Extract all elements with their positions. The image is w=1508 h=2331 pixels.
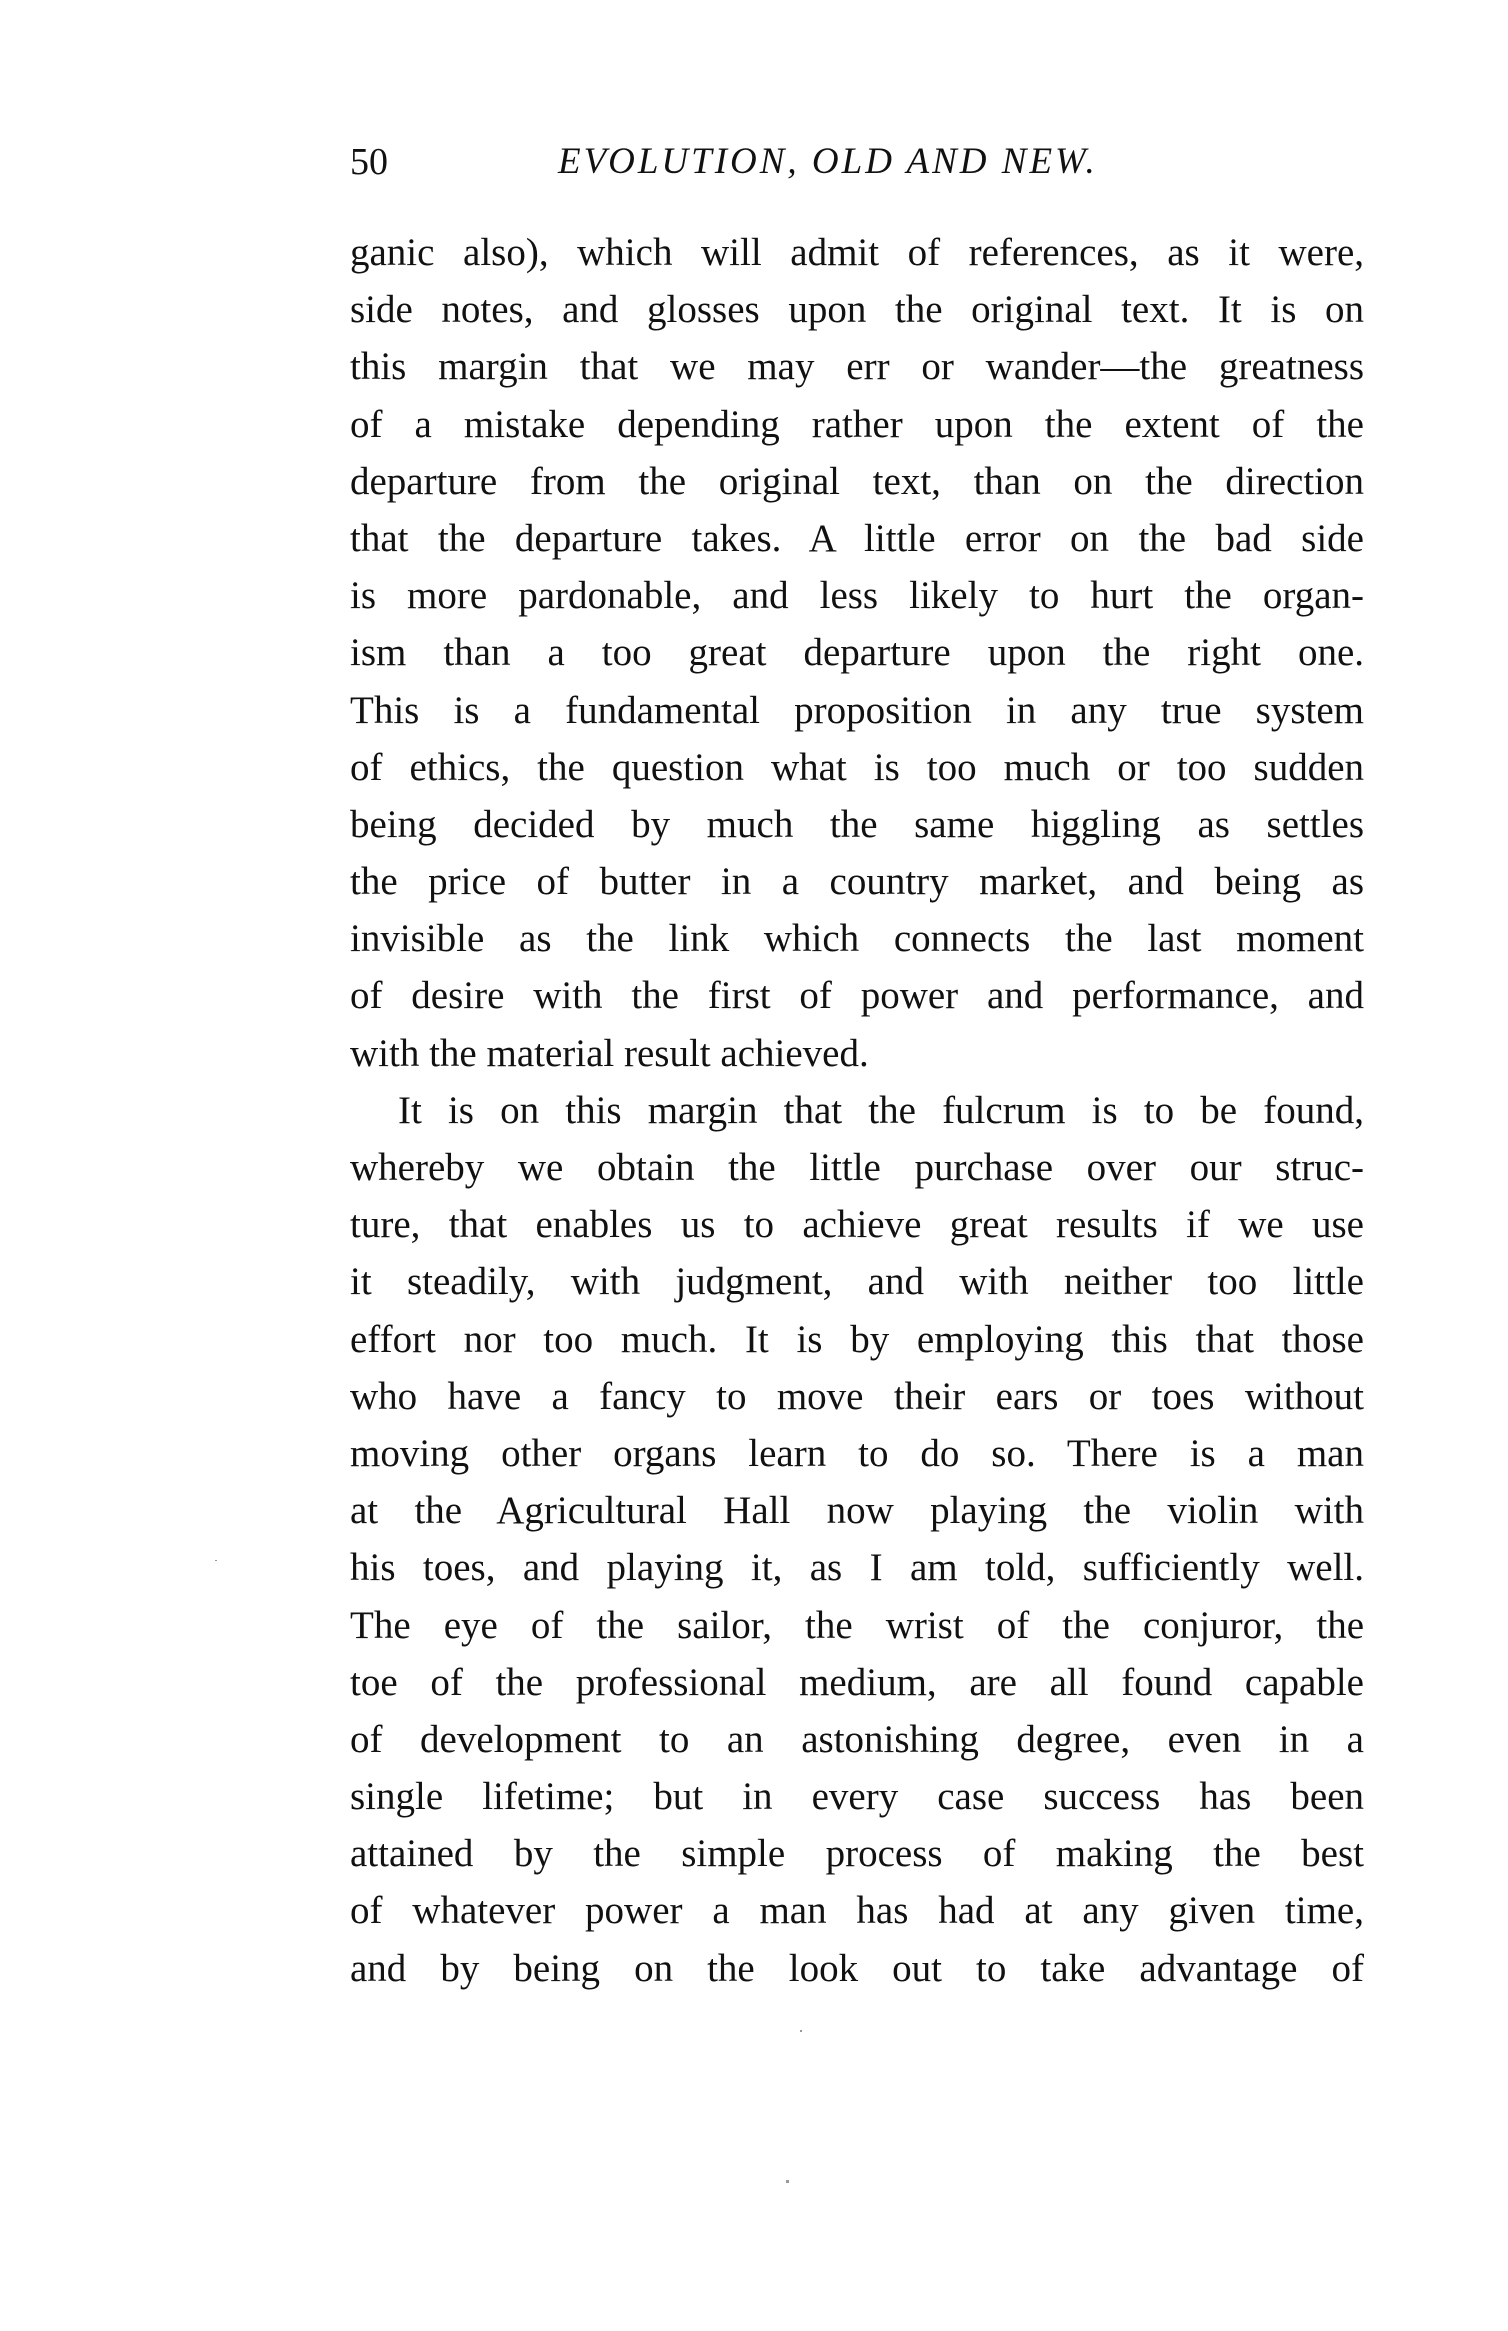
text-line: who have a fancy to move their ears or toes without (350, 1374, 1364, 1418)
text-line: this margin that we may err or wander—the greatness (350, 345, 1364, 389)
text-line: effort nor too much. It is by employing this that those (350, 1317, 1364, 1361)
text-line: of ethics, the question what is too much or too sudden (350, 745, 1364, 789)
body-text (350, 224, 1364, 1997)
text-line: It is on this margin that the fulcrum is to be found, (398, 1088, 1364, 1132)
text-line: departure from the original text, than on the direction (350, 459, 1364, 503)
text-line: of development to an astonishing degree, even in a (350, 1717, 1364, 1761)
running-header (350, 140, 1364, 190)
text-line: invisible as the link which connects the last moment (350, 917, 1364, 961)
text-line: single lifetime; but in every case success has been (350, 1775, 1364, 1819)
paragraph-1 (350, 224, 1364, 1082)
text-line: of a mistake depending rather upon the extent of the (350, 402, 1364, 446)
scan-speck (786, 2180, 789, 2183)
text-line: it steadily, with judgment, and with neither too little (350, 1260, 1364, 1304)
text-line: attained by the simple process of making the best (350, 1832, 1364, 1876)
text-line: whereby we obtain the little purchase over our struc- (350, 1146, 1364, 1189)
text-line: at the Agricultural Hall now playing the violin with (350, 1489, 1364, 1533)
paragraph-2 (350, 1082, 1364, 1997)
text-line: ture, that enables us to achieve great results if we use (350, 1203, 1364, 1247)
text-line: moving other organs learn to do so. There is a man (350, 1431, 1364, 1475)
text-line: This is a fundamental proposition in any true system (350, 688, 1364, 732)
text-line: ism than a too great departure upon the right one. (350, 631, 1364, 675)
text-line: toe of the professional medium, are all found capable (350, 1660, 1364, 1704)
text-line: his toes, and playing it, as I am told, sufficiently well. (350, 1546, 1364, 1590)
page-number: 50 (350, 141, 388, 183)
text-line: and by being on the look out to take advantage of (350, 1946, 1364, 1990)
text-line: ganic also), which will admit of references, as it were, (350, 231, 1364, 274)
text-line: The eye of the sailor, the wrist of the conjuror, the (350, 1603, 1364, 1647)
text-line: of desire with the first of power and performance, and (350, 974, 1364, 1018)
text-line: the price of butter in a country market, and being as (350, 860, 1364, 904)
running-title: EVOLUTION, OLD AND NEW. (558, 141, 1098, 182)
text-line: with the material result achieved. (350, 1031, 869, 1075)
text-line: being decided by much the same higgling as settles (350, 802, 1364, 846)
scan-speck (800, 2030, 802, 2032)
text-line: is more pardonable, and less likely to hurt the organ- (350, 574, 1364, 618)
scan-speck (215, 1560, 217, 1561)
text-line: side notes, and glosses upon the original text. It is on (350, 288, 1364, 332)
text-line: of whatever power a man has had at any given time, (350, 1889, 1364, 1933)
text-line: that the departure takes. A little error on the bad side (350, 516, 1364, 560)
